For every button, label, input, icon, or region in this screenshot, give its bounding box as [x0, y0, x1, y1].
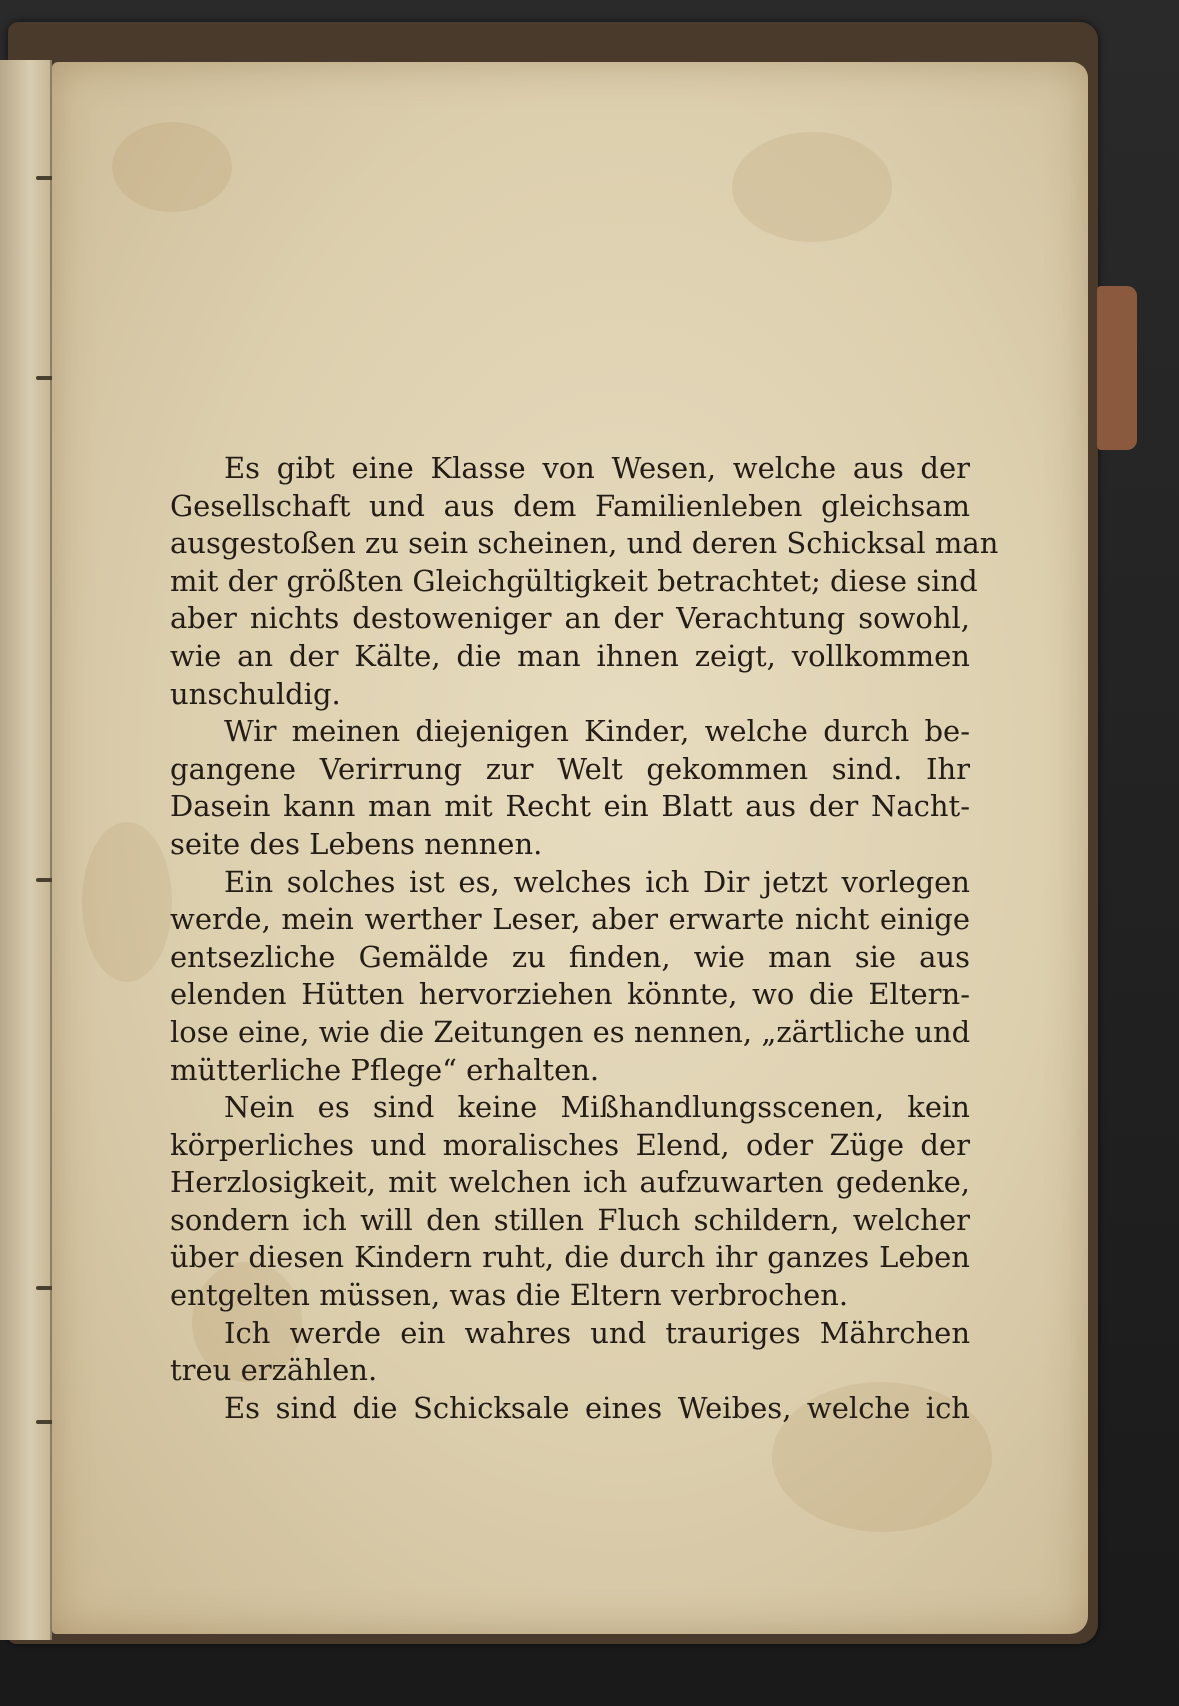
text-line: Nein es sind keine Mißhandlungsscenen, kein: [224, 1090, 970, 1125]
text-line: Dasein kann man mit Recht ein Blatt aus der Nacht-: [170, 789, 970, 824]
text-line: gangene Verirrung zur Welt gekommen sind. Ihr: [170, 751, 970, 786]
body-text: [170, 450, 999, 1427]
paper-stain: [732, 132, 892, 242]
paper-stain: [82, 822, 172, 982]
text-line: körperliches und moralisches Elend, oder Züge der: [170, 1127, 970, 1162]
text-line: entsezliche Gemälde zu finden, wie man sie aus: [170, 939, 970, 974]
text-line: Gesellschaft und aus dem Familienleben gleichsam: [170, 488, 970, 523]
text-line: sondern ich will den stillen Fluch schildern, welcher: [170, 1202, 970, 1237]
facing-page-edge: [0, 60, 52, 1640]
text-line: werde, mein werther Leser, aber erwarte nicht einige: [170, 902, 970, 937]
text-line: Es gibt eine Klasse von Wesen, welche aus der: [224, 451, 970, 485]
text-line: treu erzählen.: [170, 1353, 378, 1388]
paper-stain: [112, 122, 232, 212]
text-line: seite des Lebens nennen.: [170, 826, 543, 861]
text-line: Ein solches ist es, welches ich Dir jetzt vorlegen: [224, 864, 970, 899]
text-line: mit der größten Gleichgültigkeit betrachtet; diese sind: [170, 563, 978, 598]
text-line: entgelten müssen, was die Eltern verbrochen.: [170, 1278, 849, 1313]
text-line: mütterliche Pflege“ erhalten.: [170, 1052, 600, 1087]
text-line: aber nichts destoweniger an der Verachtung sowohl,: [170, 601, 970, 636]
text-line: lose eine, wie die Zeitungen es nennen, „zärtliche und: [170, 1014, 971, 1049]
text-line: Wir meinen diejenigen Kinder, welche durch be-: [224, 714, 970, 749]
text-line: Herzlosigkeit, mit welchen ich aufzuwarten gedenke,: [170, 1165, 970, 1200]
text-line: über diesen Kindern ruht, die durch ihr ganzes Leben: [170, 1240, 970, 1275]
leather-tab: [1097, 286, 1137, 450]
text-line: Ich werde ein wahres und trauriges Mährchen: [224, 1315, 970, 1350]
text-line: elenden Hütten hervorziehen könnte, wo die Eltern-: [170, 977, 970, 1012]
text-line: Es sind die Schicksale eines Weibes, welche ich: [224, 1390, 970, 1425]
text-line: unschuldig.: [170, 676, 341, 711]
text-line: wie an der Kälte, die man ihnen zeigt, vollkommen: [170, 638, 970, 673]
text-line: ausgestoßen zu sein scheinen, und deren Schicksal man: [170, 526, 999, 561]
